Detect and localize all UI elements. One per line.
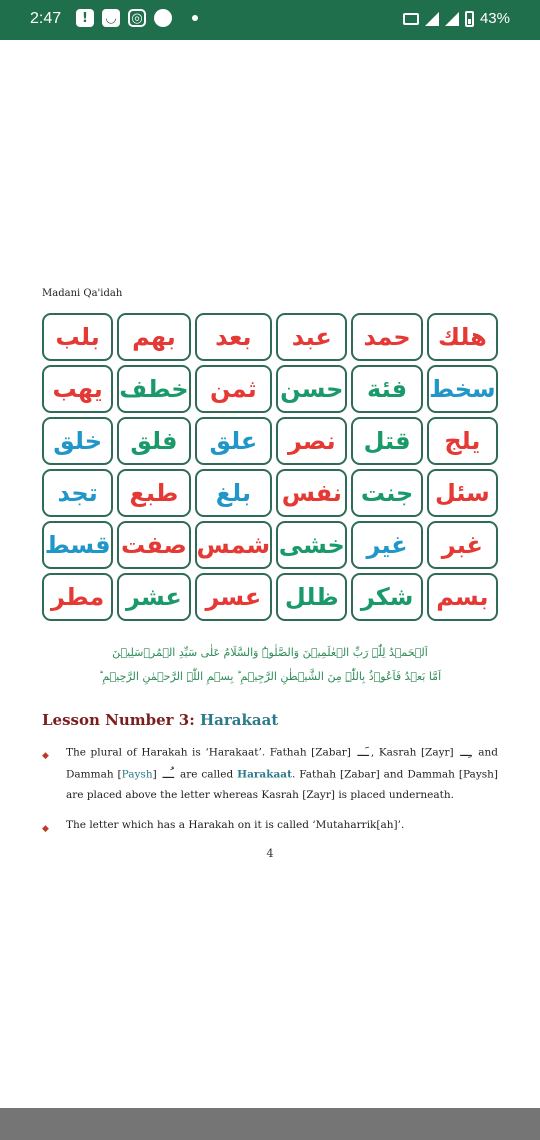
- letter-cell: مطر: [42, 573, 113, 621]
- letter-cell: بعد: [195, 313, 273, 361]
- letter-cell: خشى: [276, 521, 347, 569]
- letter-cell: طبع: [117, 469, 190, 517]
- letter-cell: ثمن: [195, 365, 273, 413]
- signal-icon: [425, 12, 439, 26]
- arabic-invocation-line-2: اَمَّا بَعۡدُ فَاَعُوۡذُ بِاللّٰہِ مِنَ الشَّیۡطٰنِ الرَّجِیۡمِ ؕ بِسۡمِ اللّٰہِ الرَّحۡمٰنِ الرَّحِیۡمِ ؕ: [98, 670, 442, 683]
- letter-cell: صفت: [117, 521, 190, 569]
- battery-percent: 43%: [479, 10, 510, 27]
- vibrate-icon: [403, 13, 419, 25]
- letter-cell: فلق: [117, 417, 190, 465]
- instagram-icon: ◎: [128, 9, 146, 27]
- ghost-icon: ◡: [102, 9, 120, 27]
- letter-cell: فئة: [351, 365, 422, 413]
- bullet-body: [66, 742, 498, 806]
- letter-cell: قتل: [351, 417, 422, 465]
- bullet1-text-3: and Dammah [: [66, 746, 498, 780]
- letter-cell: شمس: [195, 521, 273, 569]
- page-number: 4: [266, 847, 274, 860]
- letter-cell: بلب: [42, 313, 113, 361]
- letter-cell: هلك: [427, 313, 498, 361]
- letter-cell: بلغ: [195, 469, 273, 517]
- bullet2-text: The letter which has a Harakah on it is called ‘Mutaharrik[ah]’.: [66, 819, 405, 831]
- bullet-diamond-icon: ◆: [42, 824, 49, 834]
- letter-cell: تجد: [42, 469, 113, 517]
- more-notifications-dot: [192, 15, 198, 21]
- bullet1-text-2: , Kasrah [Zayr]: [370, 746, 454, 759]
- letter-cell: عشر: [117, 573, 190, 621]
- arabic-invocation-line-1: اَلۡحَمۡدُ لِلّٰہِ رَبِّ الۡعٰلَمِیۡنَ وَالصَّلٰوۃُ وَالسَّلَامُ عَلٰی سَیِّدِ الۡمُرۡسَلِیۡنَ: [112, 646, 428, 659]
- letter-cell: عبد: [276, 313, 347, 361]
- paysh-highlight: Paysh: [121, 768, 153, 780]
- letter-cell: خلق: [42, 417, 113, 465]
- letter-cell: ظلل: [276, 573, 347, 621]
- letter-cell: حسن: [276, 365, 347, 413]
- letter-cell: غبر: [427, 521, 498, 569]
- letter-grid: [42, 313, 498, 621]
- letter-cell: حمد: [351, 313, 422, 361]
- dammah-mark: ـُــ: [162, 766, 175, 782]
- bullet-harakaat-definition: [42, 742, 498, 806]
- letter-cell: خطف: [117, 365, 190, 413]
- bullet1-text-5: are called: [180, 768, 234, 780]
- bullet-mutaharrik: [42, 815, 498, 836]
- signal-icon-2: [445, 12, 459, 26]
- letter-cell: نصر: [276, 417, 347, 465]
- bullet-diamond-icon: ◆: [42, 751, 49, 761]
- letter-cell: يلج: [427, 417, 498, 465]
- running-head: Madani Qa'idah: [42, 288, 123, 299]
- navigation-bar[interactable]: [0, 1108, 540, 1140]
- letter-cell: بهم: [117, 313, 190, 361]
- alert-icon: !: [76, 9, 94, 27]
- letter-cell: بسم: [427, 573, 498, 621]
- letter-cell: علق: [195, 417, 273, 465]
- battery-icon: [465, 11, 474, 27]
- lesson-title: [42, 711, 278, 729]
- letter-cell: غير: [351, 521, 422, 569]
- kasrah-mark: ـِــ: [460, 745, 472, 760]
- lesson-title-prefix: Lesson Number 3:: [42, 711, 195, 729]
- system-icons: [403, 10, 510, 27]
- status-bar: [0, 0, 540, 40]
- letter-cell: شكر: [351, 573, 422, 621]
- letter-cell: نفس: [276, 469, 347, 517]
- letter-cell: سخط: [427, 365, 498, 413]
- bullet1-text-1: The plural of Harakah is ‘Harakaat’. Fathah [Zabar]: [66, 746, 351, 759]
- letter-cell: سئل: [427, 469, 498, 517]
- lesson-title-name: Harakaat: [199, 711, 279, 729]
- bullet1-text-6: . Fathah [Zabar] and Dammah [Paysh] are placed above the letter whereas Kasrah [Zayr] is placed underneath.: [66, 768, 498, 801]
- letter-cell: يهب: [42, 365, 113, 413]
- bullet1-text-4: ]: [152, 768, 157, 780]
- fathah-mark: ـَــ: [357, 745, 369, 760]
- harakaat-highlight: Harakaat: [237, 768, 292, 780]
- notification-icons: [76, 9, 198, 27]
- status-time: 2:47: [30, 10, 62, 27]
- letter-cell: قسط: [42, 521, 113, 569]
- app-icon: [154, 9, 172, 27]
- letter-cell: عسر: [195, 573, 273, 621]
- letter-cell: جنت: [351, 469, 422, 517]
